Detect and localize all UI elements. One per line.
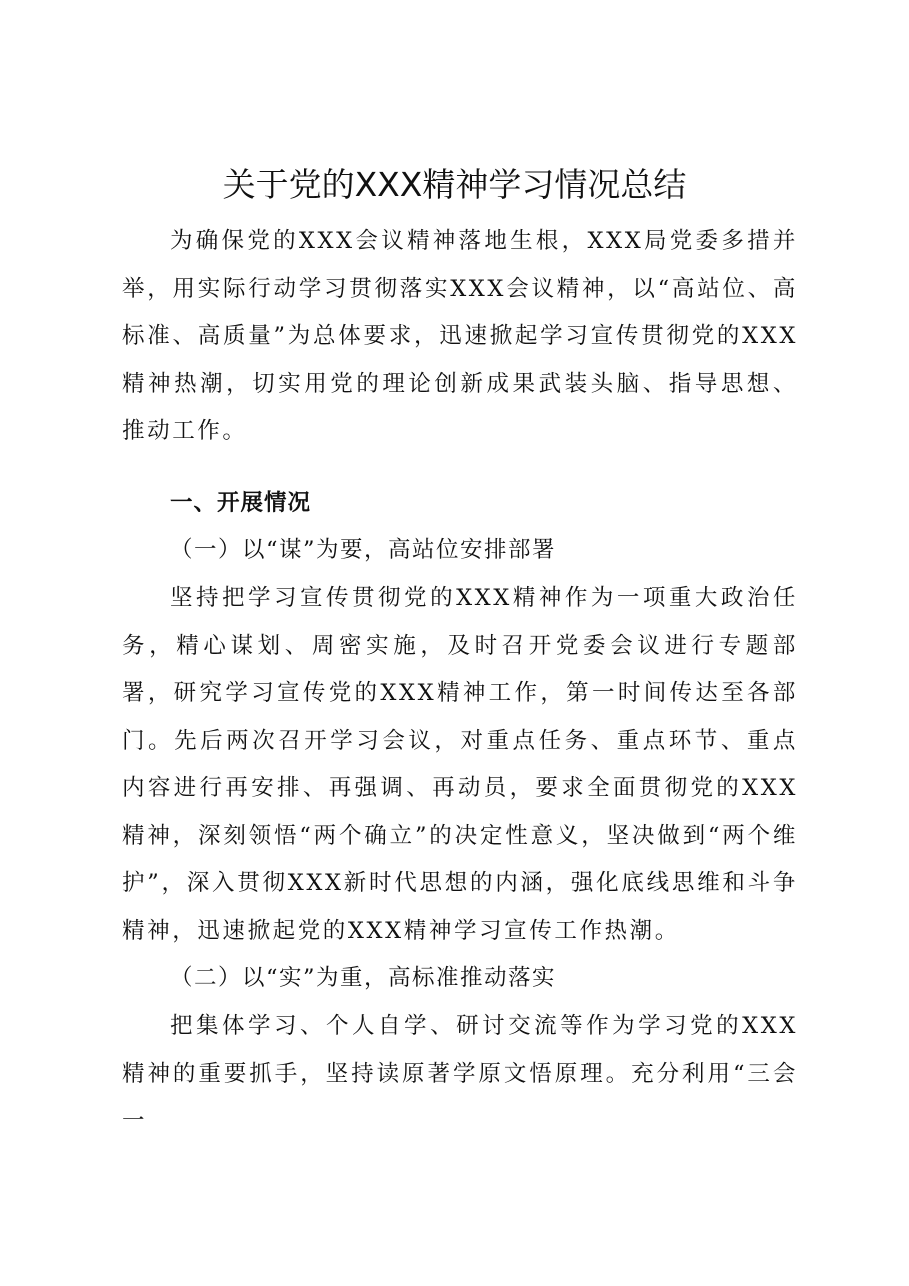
subsection-heading-1: （一）以“谋”为要，高站位安排部署 (170, 537, 557, 563)
intro-paragraph: 为确保党的XXX会议精神落地生根，XXX局党委多措并举，用实际行动学习贯彻落实XXX会议精神，以“高站位、高标准、高质量”为总体要求，迅速掀起学习宣传贯彻党的XXX精神热潮，切实用党的理论创新成果武装头脑、指导思想、推动工作。 (122, 228, 798, 444)
subsection-heading-2: （二）以“实”为重，高标准推动落实 (170, 965, 557, 991)
section-heading-1: 一、开展情况 (170, 490, 312, 516)
subsection-2-paragraph: 把集体学习、个人自学、研讨交流等作为学习党的XXX精神的重要抓手，坚持读原著学原文悟原理。充分利用“三会一 (122, 1013, 798, 1134)
subsection-1-paragraph: 坚持把学习宣传贯彻党的XXX精神作为一项重大政治任务，精心谋划、周密实施，及时召开党委会议进行专题部署，研究学习宣传党的XXX精神工作，第一时间传达至各部门。先后两次召开学习会议，对重点任务、重点环节、重点内容进行再安排、再强调、再动员，要求全面贯彻党的XXX精神，深刻领悟“两个确立”的决定性意义，坚决做到“两个维护”，深入贯彻XXX新时代思想的内涵，强化底线思维和斗争精神，迅速掀起党的XXX精神学习宣传工作热潮。 (122, 585, 798, 944)
document-title: 关于党的XXX精神学习情况总结 (222, 165, 687, 204)
